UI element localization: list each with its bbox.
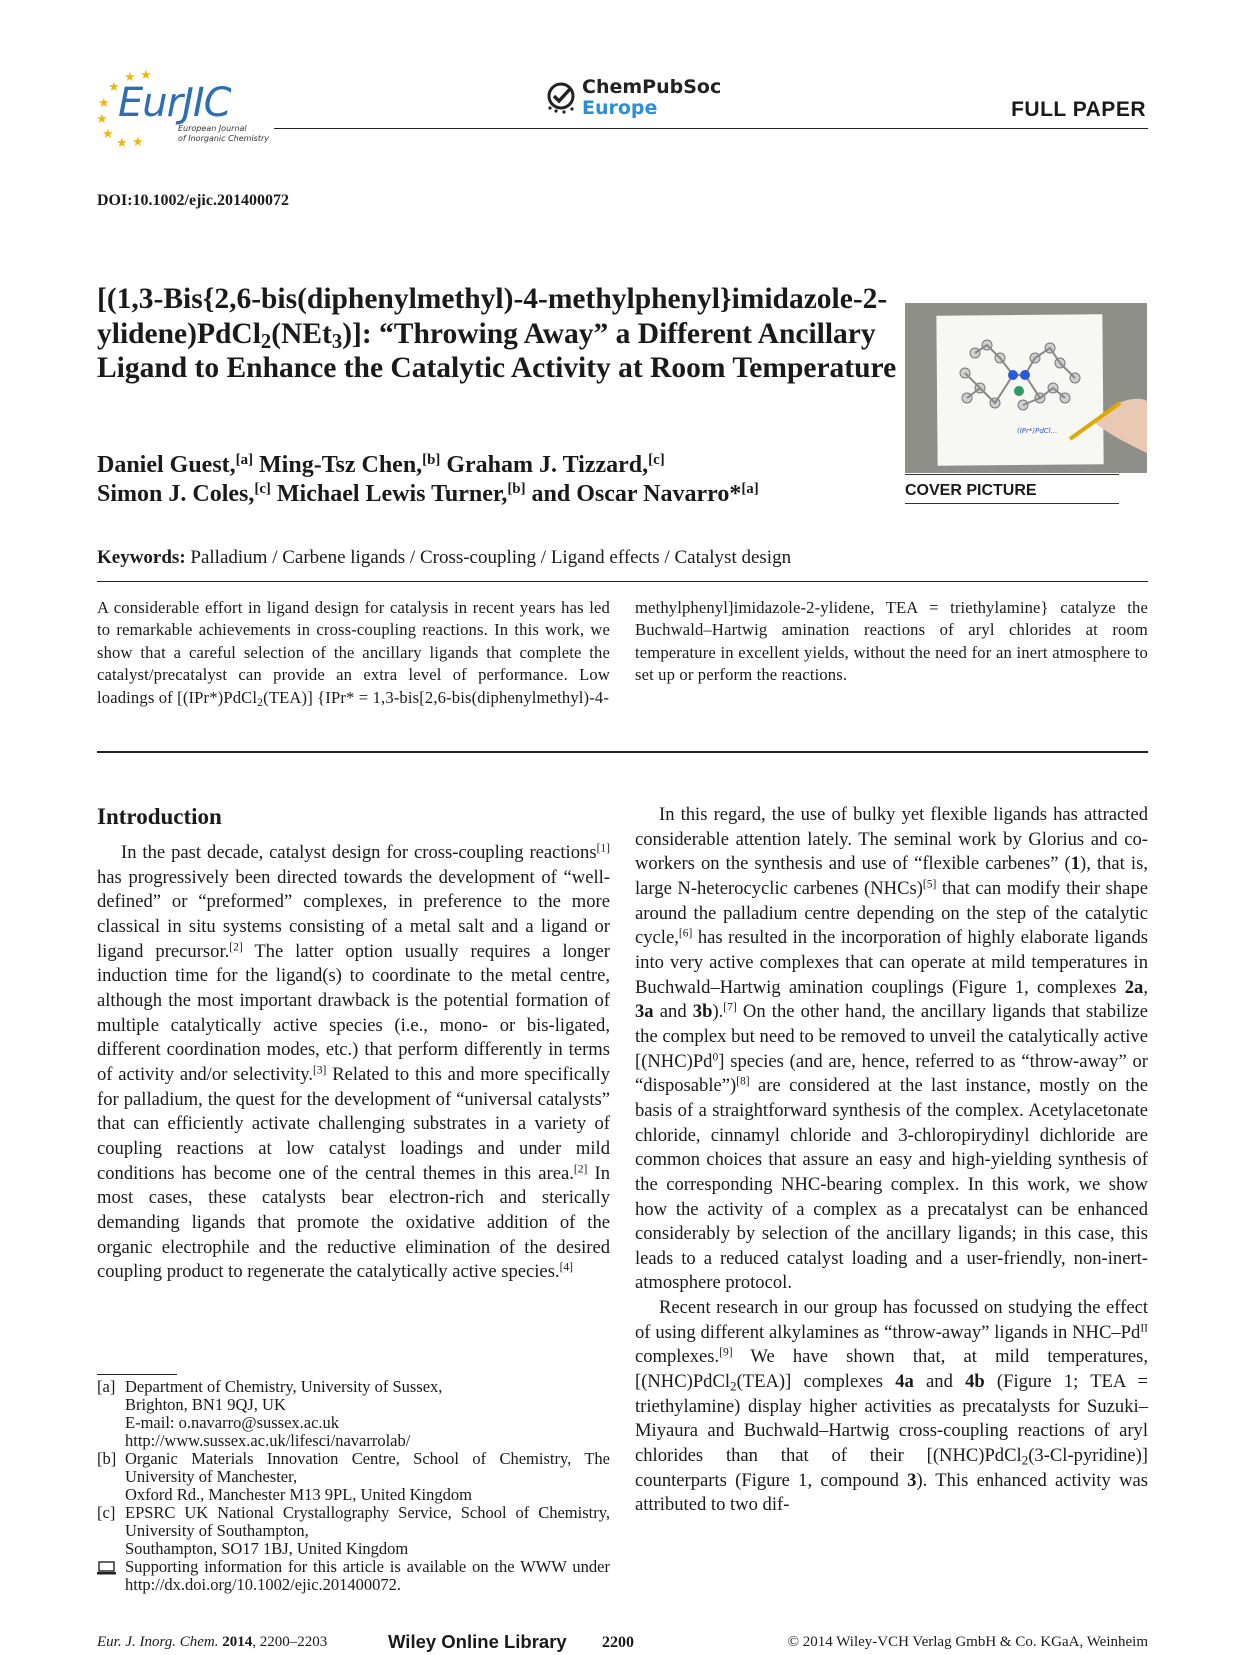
keywords: Keywords: Palladium / Carbene ligands / Cross-coupling / Ligand effects / Catalyst design bbox=[97, 547, 792, 568]
star-icon: ★ bbox=[124, 69, 136, 84]
journal-logo bbox=[94, 67, 274, 150]
author: Graham J. Tizzard, bbox=[446, 452, 649, 478]
star-icon: ★ bbox=[132, 134, 144, 149]
journal-logo-text: EurJIC bbox=[118, 80, 231, 126]
star-icon: ★ bbox=[102, 126, 114, 141]
section-heading-introduction: Introduction bbox=[97, 804, 222, 829]
body-column-right bbox=[635, 803, 1148, 1518]
star-icon: ★ bbox=[116, 135, 128, 150]
website-link[interactable]: http://www.sussex.ac.uk/lifesci/navarrolab/ bbox=[125, 1431, 411, 1450]
affiliation-a: [a] Department of Chemistry, University of Sussex, Brighton, BN1 9QJ, UK E-mail: o.navarro@sussex.ac.uk http://www.sussex.ac.uk/lifesci/navarrolab/ bbox=[97, 1378, 610, 1450]
author: Simon J. Coles, bbox=[97, 481, 255, 507]
star-icon: ★ bbox=[108, 79, 120, 94]
paragraph: In this regard, the use of bulky yet flexible ligands has attracted considerable attention lately. The seminal work by Glorius and co-workers on the synthesis and use of “flexible carbenes” (1), that is, large N-heterocyclic carbenes (NHCs)[5] that can modify their shape around the palladium centre depending on the step of the catalytic cycle,[6] has resulted in the incorporation of highly elaborate ligands into very active complexes that can operate at mild temperatures in Buchwald–Hartwig amination couplings (Figure 1, complexes 2a, 3a and 3b).[7] On the other hand, the ancillary ligands that stabilize the complex but need to be removed to unveil the catalytically active [(NHC)Pd$^0$] species (and are, hence, referred to as “throw-away” or “disposable”)[8] are considered at the last instance, mostly on the basis of a straightforward synthesis of the complex. Acetylacetonate chloride, cinnamyl chloride and 3-chloropirydinyl dichloride are common choices that assure an easy and high-yielding synthesis of the corresponding NHC-bearing complex. In this work, we show how the activity of a complex as a precatalyst can be enhanced considerably by selection of the ancillary ligands; in this case, this leads to a reduced catalyst loading and a user-friendly, non-inert-atmosphere protocol. bbox=[635, 804, 1149, 1294]
journal-logo-subtitle: European Journal of Inorganic Chemistry bbox=[178, 124, 270, 143]
author-list: Daniel Guest,[a] Ming-Tsz Chen,[b] Graham J. Tizzard,[c] Simon J. Coles,[c] Michael Lewis Turner,[b] and Oscar Navarro*[a] bbox=[97, 451, 759, 507]
star-icon: ★ bbox=[98, 95, 110, 110]
author: Oscar Navarro* bbox=[576, 481, 742, 507]
affiliation-footnotes bbox=[97, 1378, 610, 1594]
abstract-right: methylphenyl]imidazole-2-ylidene, TEA = triethylamine} catalyze the Buchwald–Hartwig amination reactions of aryl chlorides at room temperature in excellent yields, without the need for an inert atmosphere to set up or perform the reactions. bbox=[635, 598, 1148, 685]
paper-type-label: FULL PAPER bbox=[1011, 98, 1146, 121]
cover-divider bbox=[905, 474, 1119, 475]
cover-picture bbox=[905, 303, 1147, 473]
chempubsoc-icon bbox=[544, 78, 580, 114]
star-icon: ★ bbox=[140, 67, 152, 82]
paper-title: [(1,3-Bis{2,6-bis(diphenylmethyl)-4-methylphenyl}imidazole-2-ylidene)PdCl$_2$(NEt$_3$)]: “Throwing Away” a Different Ancillary Ligand to Enhance the Catalytic Activity at Room Temperature bbox=[97, 283, 897, 384]
header-divider bbox=[274, 128, 1148, 129]
paragraph: In the past decade, catalyst design for cross-coupling reactions[1] has progressively been directed towards the development of “well-defined” or “preformed” complexes, in preference to the more classical in situ systems consisting of a metal salt and a ligand or ligand precursor.[2] The latter option usually requires a longer induction time for the ligand(s) to coordinate to the metal centre, although the most important drawback is the potential formation of multiple catalytically active species (i.e., mono- or bis-ligated, different coordination modes, etc.) that perform differently in terms of activity and/or selectivity.[3] Related to this and more specifically for palladium, the quest for the development of “universal catalysts” that can efficiently activate challenging substrates in a variety of coupling reactions at low catalyst loadings and under mild conditions has become one of the central themes in this area.[2] In most cases, these catalysts bear electron-rich and sterically demanding ligands that promote the oxidative addition of the organic electrophile and the reductive elimination of the desired coupling product to regenerate the catalytically active species.[4] bbox=[97, 842, 611, 1283]
publisher-region: Europe bbox=[582, 97, 658, 119]
star-icon: ★ bbox=[96, 111, 108, 126]
affiliation-c: [c] EPSRC UK National Crystallography Service, School of Chemistry, University of Southampton, Southampton, SO17 1BJ, United Kingdom bbox=[97, 1503, 610, 1558]
publisher-name: ChemPubSoc bbox=[582, 76, 722, 98]
doi: DOI:10.1002/ejic.201400072 bbox=[97, 192, 289, 209]
keywords-divider bbox=[97, 581, 1148, 582]
cover-picture-label: COVER PICTURE bbox=[905, 482, 1037, 499]
paragraph: Recent research in our group has focussed on studying the effect of using different alkylamines as “throw-away” ligands in NHC–$Pd^{II}$ complexes.[9] We have shown that, at mild temperatures, [(NHC)PdCl$_2$(TEA)] complexes 4a and 4b (Figure 1; TEA = triethylamine) display higher activities as precatalysts for Suzuki–Miyaura and Buchwald–Hartwig cross-coupling reactions of aryl chlorides than that of their [(NHC)PdCl$_2$(3-Cl-pyridine)] counterparts (Figure 1, compound 3). This enhanced activity was attributed to two dif- bbox=[635, 1297, 1149, 1516]
cover-divider bbox=[905, 503, 1119, 504]
wiley-online-library-logo: Wiley Online Library bbox=[388, 1631, 567, 1652]
author: Ming-Tsz Chen, bbox=[259, 452, 423, 478]
footer-citation: Eur. J. Inorg. Chem. 2014, 2200–2203 bbox=[97, 1634, 328, 1650]
page-number: 2200 bbox=[602, 1634, 634, 1651]
molecule-illustration bbox=[905, 303, 1147, 473]
abstract-divider bbox=[97, 751, 1148, 753]
copyright: © 2014 Wiley-VCH Verlag GmbH & Co. KGaA, Weinheim bbox=[787, 1634, 1148, 1650]
abstract-left: A considerable effort in ligand design for catalysis in recent years has led to remarkable achievements in cross-coupling reactions. In this work, we show that a careful selection of the ancillary ligands that complete the catalyst/precatalyst can provide an extra level of performance. Low loadings of [(IPr*)PdCl$_2$(TEA)] {IPr* = 1,3-bis[2,6-bis(diphenylmethyl)-4- bbox=[97, 598, 610, 709]
body-column-left bbox=[97, 841, 610, 1285]
supporting-info-note bbox=[97, 1558, 610, 1594]
supporting-info-link[interactable]: Supporting information for this article is available on the WWW under http://dx.doi.org/10.1002/ejic.201400072. bbox=[125, 1557, 610, 1594]
svg-text:(IPr*)PdCl...: (IPr*)PdCl... bbox=[1017, 427, 1058, 435]
author: Daniel Guest, bbox=[97, 452, 236, 478]
author: Michael Lewis Turner, bbox=[276, 481, 508, 507]
footnote-divider bbox=[97, 1374, 177, 1375]
email-link[interactable]: E-mail: o.navarro@sussex.ac.uk bbox=[125, 1413, 340, 1432]
publisher-logo bbox=[544, 76, 724, 124]
affiliation-b: [b] Organic Materials Innovation Centre, School of Chemistry, The University of Manchester, Oxford Rd., Manchester M13 9PL, United Kingdom bbox=[97, 1449, 610, 1504]
computer-icon bbox=[97, 1561, 117, 1575]
